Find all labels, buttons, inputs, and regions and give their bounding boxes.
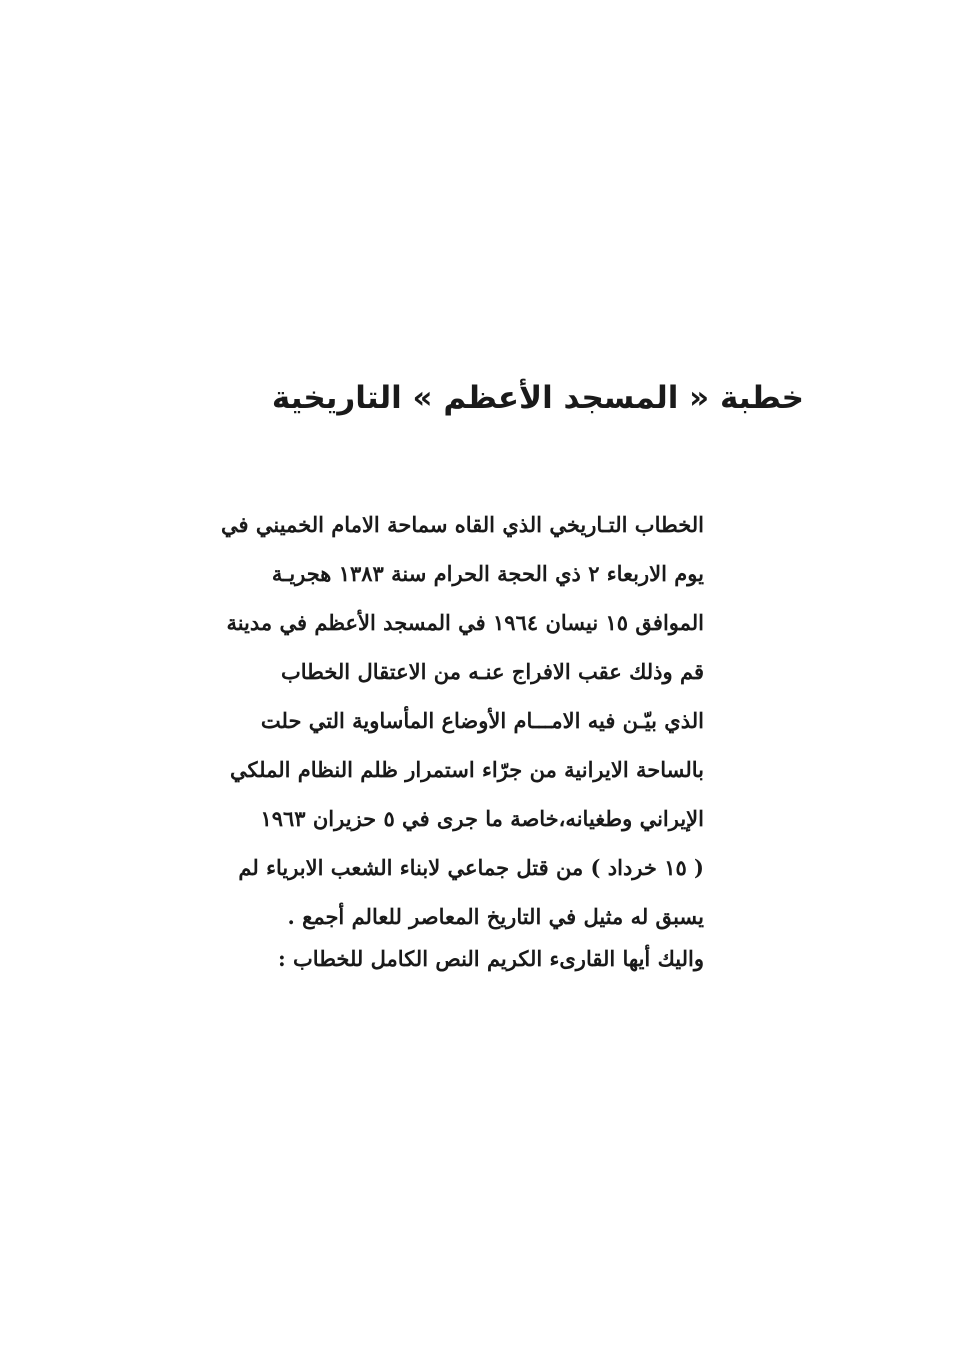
closing-line: واليك أيها القارىء الكريم النص الكامل للخطاب :	[277, 946, 704, 971]
intro-line: قم وذلك عقب الافراج عنـه من الاعتقال الخطاب	[280, 659, 704, 684]
intro-line: الموافق ١٥ نيسان ١٩٦٤ في المسجد الأعظم في مدينة	[226, 610, 704, 635]
intro-line: الذي بيّـن فيه الامـــام الأوضاع المأساوية التي حلت	[260, 708, 704, 733]
intro-line: بالساحة الايرانية من جرّاء استمرار ظلم النظام الملكي	[230, 757, 704, 782]
intro-line: الإيراني وطغيانه،خاصة ما جرى في ٥ حزيران ١٩٦٣	[260, 806, 704, 831]
page-title: خطبة « المسجد الأعظم » التاريخية	[271, 380, 804, 416]
intro-line: الخطاب التـاريخي الذي القاه سماحة الامام الخميني في	[221, 512, 704, 537]
intro-line: يسبق له مثيل في التاريخ المعاصر للعالم أجمع .	[287, 904, 704, 929]
intro-line: ( ١٥ خرداد ) من قتل جماعي لابناء الشعب الابرياء لم	[238, 855, 704, 880]
intro-paragraph	[164, 500, 704, 941]
intro-line: يوم الاربعاء ٢ ذي الحجة الحرام سنة ١٣٨٣ هجريـة	[271, 561, 704, 586]
